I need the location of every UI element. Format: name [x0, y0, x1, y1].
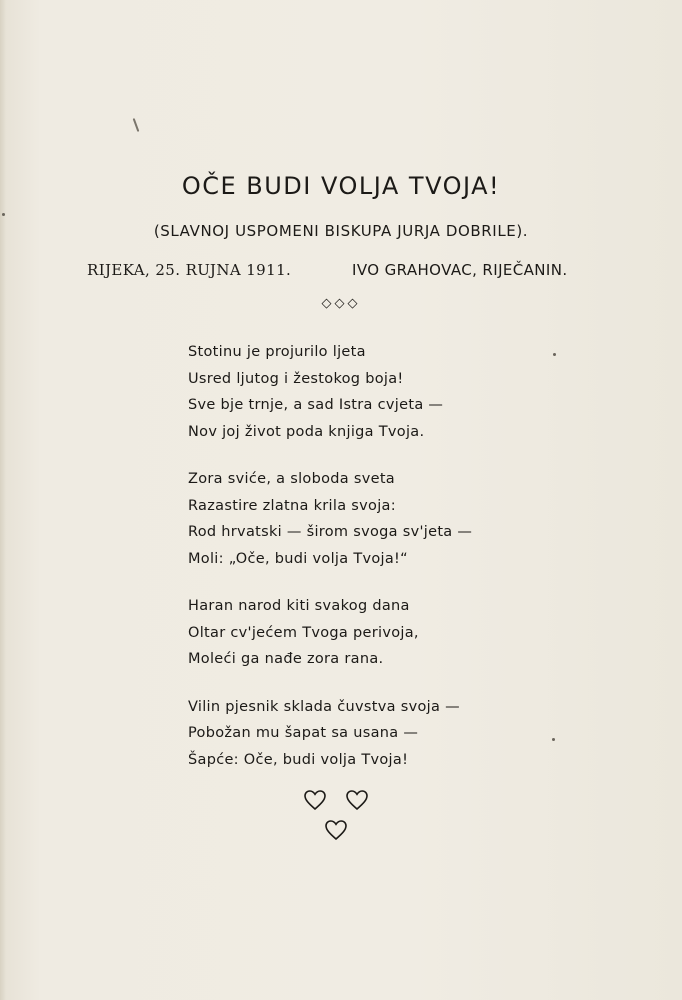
paper-speck — [552, 738, 555, 741]
poem-line: Haran narod kiti svakog dana — [188, 598, 410, 614]
poem-line: Razastire zlatna krila svoja: — [188, 497, 396, 514]
stanza — [188, 593, 472, 673]
heart-icon — [303, 788, 327, 812]
poem-line: Vilin pjesnik sklada čuvstva svoja — — [188, 698, 460, 715]
poem-title: OČE BUDI VOLJA TVOJA! — [181, 172, 501, 200]
poem-line: Moleći ga nađe zora rana. — [188, 651, 384, 667]
heart-icon — [345, 788, 369, 812]
poem-line: Stotinu je projurilo ljeta — [188, 344, 366, 360]
poem-line: Rod hrvatski — širom svoga sv'jeta — — [188, 524, 473, 540]
poem-body — [188, 339, 472, 794]
stanza — [188, 466, 472, 572]
place-and-date: RIJEKA, 25. RUJNA 1911. — [87, 261, 292, 279]
paper-speck — [133, 118, 140, 132]
poem-line: Moli: „Oče, budi volja Tvoja!“ — [188, 550, 408, 567]
stanza — [188, 694, 472, 774]
poem-line: Šapće: Oče, budi volja Tvoja! — [188, 751, 409, 768]
poem-line: Usred ljutog i žestokog boja! — [188, 370, 404, 387]
heart-ornament — [0, 786, 682, 846]
paper-speck — [2, 213, 5, 216]
author-name: IVO GRAHOVAC, RIJEČANIN. — [352, 261, 568, 279]
poem-line: Pobožan mu šapat sa usana — — [188, 725, 419, 741]
poem-line: Nov joj život poda knjiga Tvoja. — [188, 423, 425, 440]
poem-line: Oltar cv'jećem Tvoga perivoja, — [188, 624, 419, 641]
page-edge-shadow — [0, 0, 6, 1000]
poem-dedication: (SLAVNOJ USPOMENI BISKUPA JURJA DOBRILE). — [153, 222, 529, 240]
heart-icon — [324, 818, 348, 842]
paper-speck — [553, 353, 556, 356]
poem-line: Sve bje trnje, a sad Istra cvjeta — — [188, 397, 444, 413]
poem-line: Zora sviće, a sloboda sveta — [188, 471, 395, 487]
diamond-ornament: ◇◇◇ — [321, 296, 361, 311]
stanza — [188, 339, 472, 445]
